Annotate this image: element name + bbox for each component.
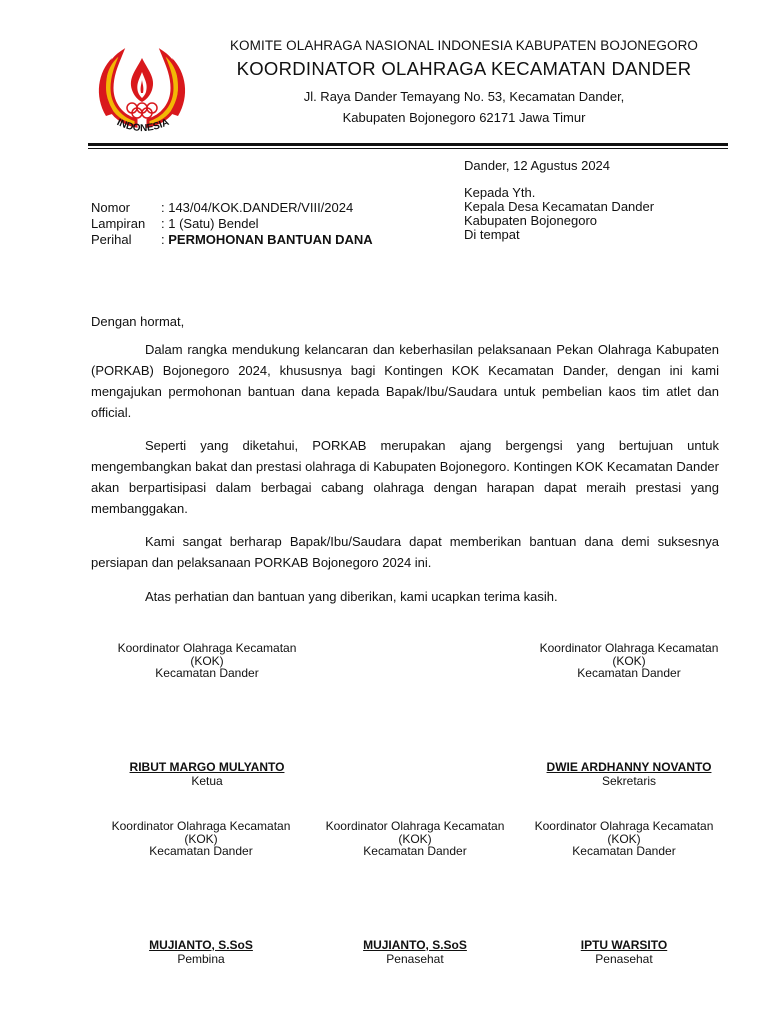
signature-block-penasehat-1 (305, 820, 525, 966)
signature-name: DWIE ARDHANNY NOVANTO (546, 759, 712, 774)
header-committee: KOMITE OLAHRAGA NASIONAL INDONESIA KABUPATEN BOJONEGORO (229, 38, 699, 53)
signature-role: Ketua (191, 773, 223, 788)
signature-org-line2: (KOK) (190, 653, 224, 668)
recipient-line4: Di tempat (464, 227, 520, 242)
body-paragraph-1 (91, 339, 719, 423)
meta-perihal-colon: : (161, 232, 169, 247)
meta-nomor (91, 200, 353, 216)
body-paragraph-3 (91, 531, 719, 573)
letter-date: Dander, 12 Agustus 2024 (464, 158, 611, 173)
svg-text:INDONESIA (115, 117, 171, 134)
salutation: Dengan hormat, (91, 314, 185, 329)
signature-block-penasehat-2 (514, 820, 734, 966)
signature-org-line1: Koordinator Olahraga Kecamatan (539, 641, 719, 655)
signature-org-line1: Koordinator Olahraga Kecamatan (117, 641, 297, 655)
meta-nomor-value: : 143/04/KOK.DANDER/VIII/2024 (161, 200, 354, 215)
signature-name: MUJIANTO, S.SoS (149, 937, 253, 952)
signature-name: IPTU WARSITO (580, 937, 668, 952)
signature-block-ketua (97, 642, 317, 788)
header-rule-thick (88, 143, 728, 146)
signature-org-line3: Kecamatan Dander (149, 844, 253, 858)
header-rule-thin (88, 148, 728, 149)
body-paragraph-1-text: Dalam rangka mendukung kelancaran dan keberhasilan pelaksanaan Pekan Olahraga Kabupaten (PORKAB) Bojonegoro 2024, khususnya bagi Kontingen KOK Kecamatan Dander, dengan ini kami mengajukan permohonan bantuan dana kepada Bapak/Ibu/Saudara untuk pembelian kaos tim atlet dan official. (91, 342, 719, 420)
signature-org-line3: Kecamatan Dander (577, 666, 681, 680)
signature-org-line1: Koordinator Olahraga Kecamatan (111, 819, 291, 833)
header-address-line1: Jl. Raya Dander Temayang No. 53, Kecamatan Dander, (303, 89, 625, 104)
meta-lampiran (91, 216, 259, 232)
signature-role: Penasehat (386, 951, 444, 966)
signature-org-line1: Koordinator Olahraga Kecamatan (534, 819, 714, 833)
body-paragraph-4-text: Atas perhatian dan bantuan yang diberikan, kami ucapkan terima kasih. (145, 589, 558, 604)
signature-org-line2: (KOK) (184, 831, 218, 846)
signature-org-line2: (KOK) (398, 831, 432, 846)
header-address-line2: Kabupaten Bojonegoro 62171 Jawa Timur (342, 110, 586, 125)
body-paragraph-2-text: Seperti yang diketahui, PORKAB merupakan ajang bergengsi yang bertujuan untuk mengembangkan bakat dan prestasi olahraga di Kabupaten Bojonegoro. Kontingen KOK Kecamatan Dander akan berpartisipasi dalam berbagai cabang olahraga dengan harapan dapat meraih prestasi yang membanggakan. (91, 438, 719, 516)
signature-name: RIBUT MARGO MULYANTO (129, 759, 285, 774)
signature-role: Pembina (177, 951, 225, 966)
signature-role: Penasehat (595, 951, 653, 966)
meta-nomor-label: Nomor (91, 200, 131, 215)
signature-name: MUJIANTO, S.SoS (363, 937, 467, 952)
body-paragraph-3-text: Kami sangat berharap Bapak/Ibu/Saudara dapat memberikan bantuan dana demi suksesnya persiapan dan pelaksanaan PORKAB Bojonegoro 2024 ini. (91, 534, 719, 570)
recipient-line3: Kabupaten Bojonegoro (464, 213, 598, 228)
signature-block-sekretaris (519, 642, 739, 788)
signature-org-line3: Kecamatan Dander (363, 844, 467, 858)
signature-block-pembina (91, 820, 311, 966)
recipient-line1: Kepada Yth. (464, 185, 536, 200)
meta-perihal (91, 232, 373, 248)
signature-org-line3: Kecamatan Dander (155, 666, 259, 680)
meta-lampiran-value: : 1 (Satu) Bendel (161, 216, 259, 231)
recipient-line2: Kepala Desa Kecamatan Dander (464, 199, 655, 214)
signature-org-line2: (KOK) (612, 653, 646, 668)
signature-org-line3: Kecamatan Dander (572, 844, 676, 858)
header-org: KOORDINATOR OLAHRAGA KECAMATAN DANDER (236, 58, 692, 79)
meta-lampiran-label: Lampiran (91, 216, 146, 231)
koni-logo (92, 44, 192, 142)
meta-perihal-value: PERMOHONAN BANTUAN DANA (168, 232, 373, 247)
body-paragraph-2 (91, 435, 719, 519)
signature-org-line2: (KOK) (607, 831, 641, 846)
body-paragraph-4 (91, 586, 719, 607)
logo-text: INDONESIA (114, 116, 171, 135)
meta-perihal-label: Perihal (91, 232, 132, 247)
signature-role: Sekretaris (601, 773, 657, 788)
signature-org-line1: Koordinator Olahraga Kecamatan (325, 819, 505, 833)
